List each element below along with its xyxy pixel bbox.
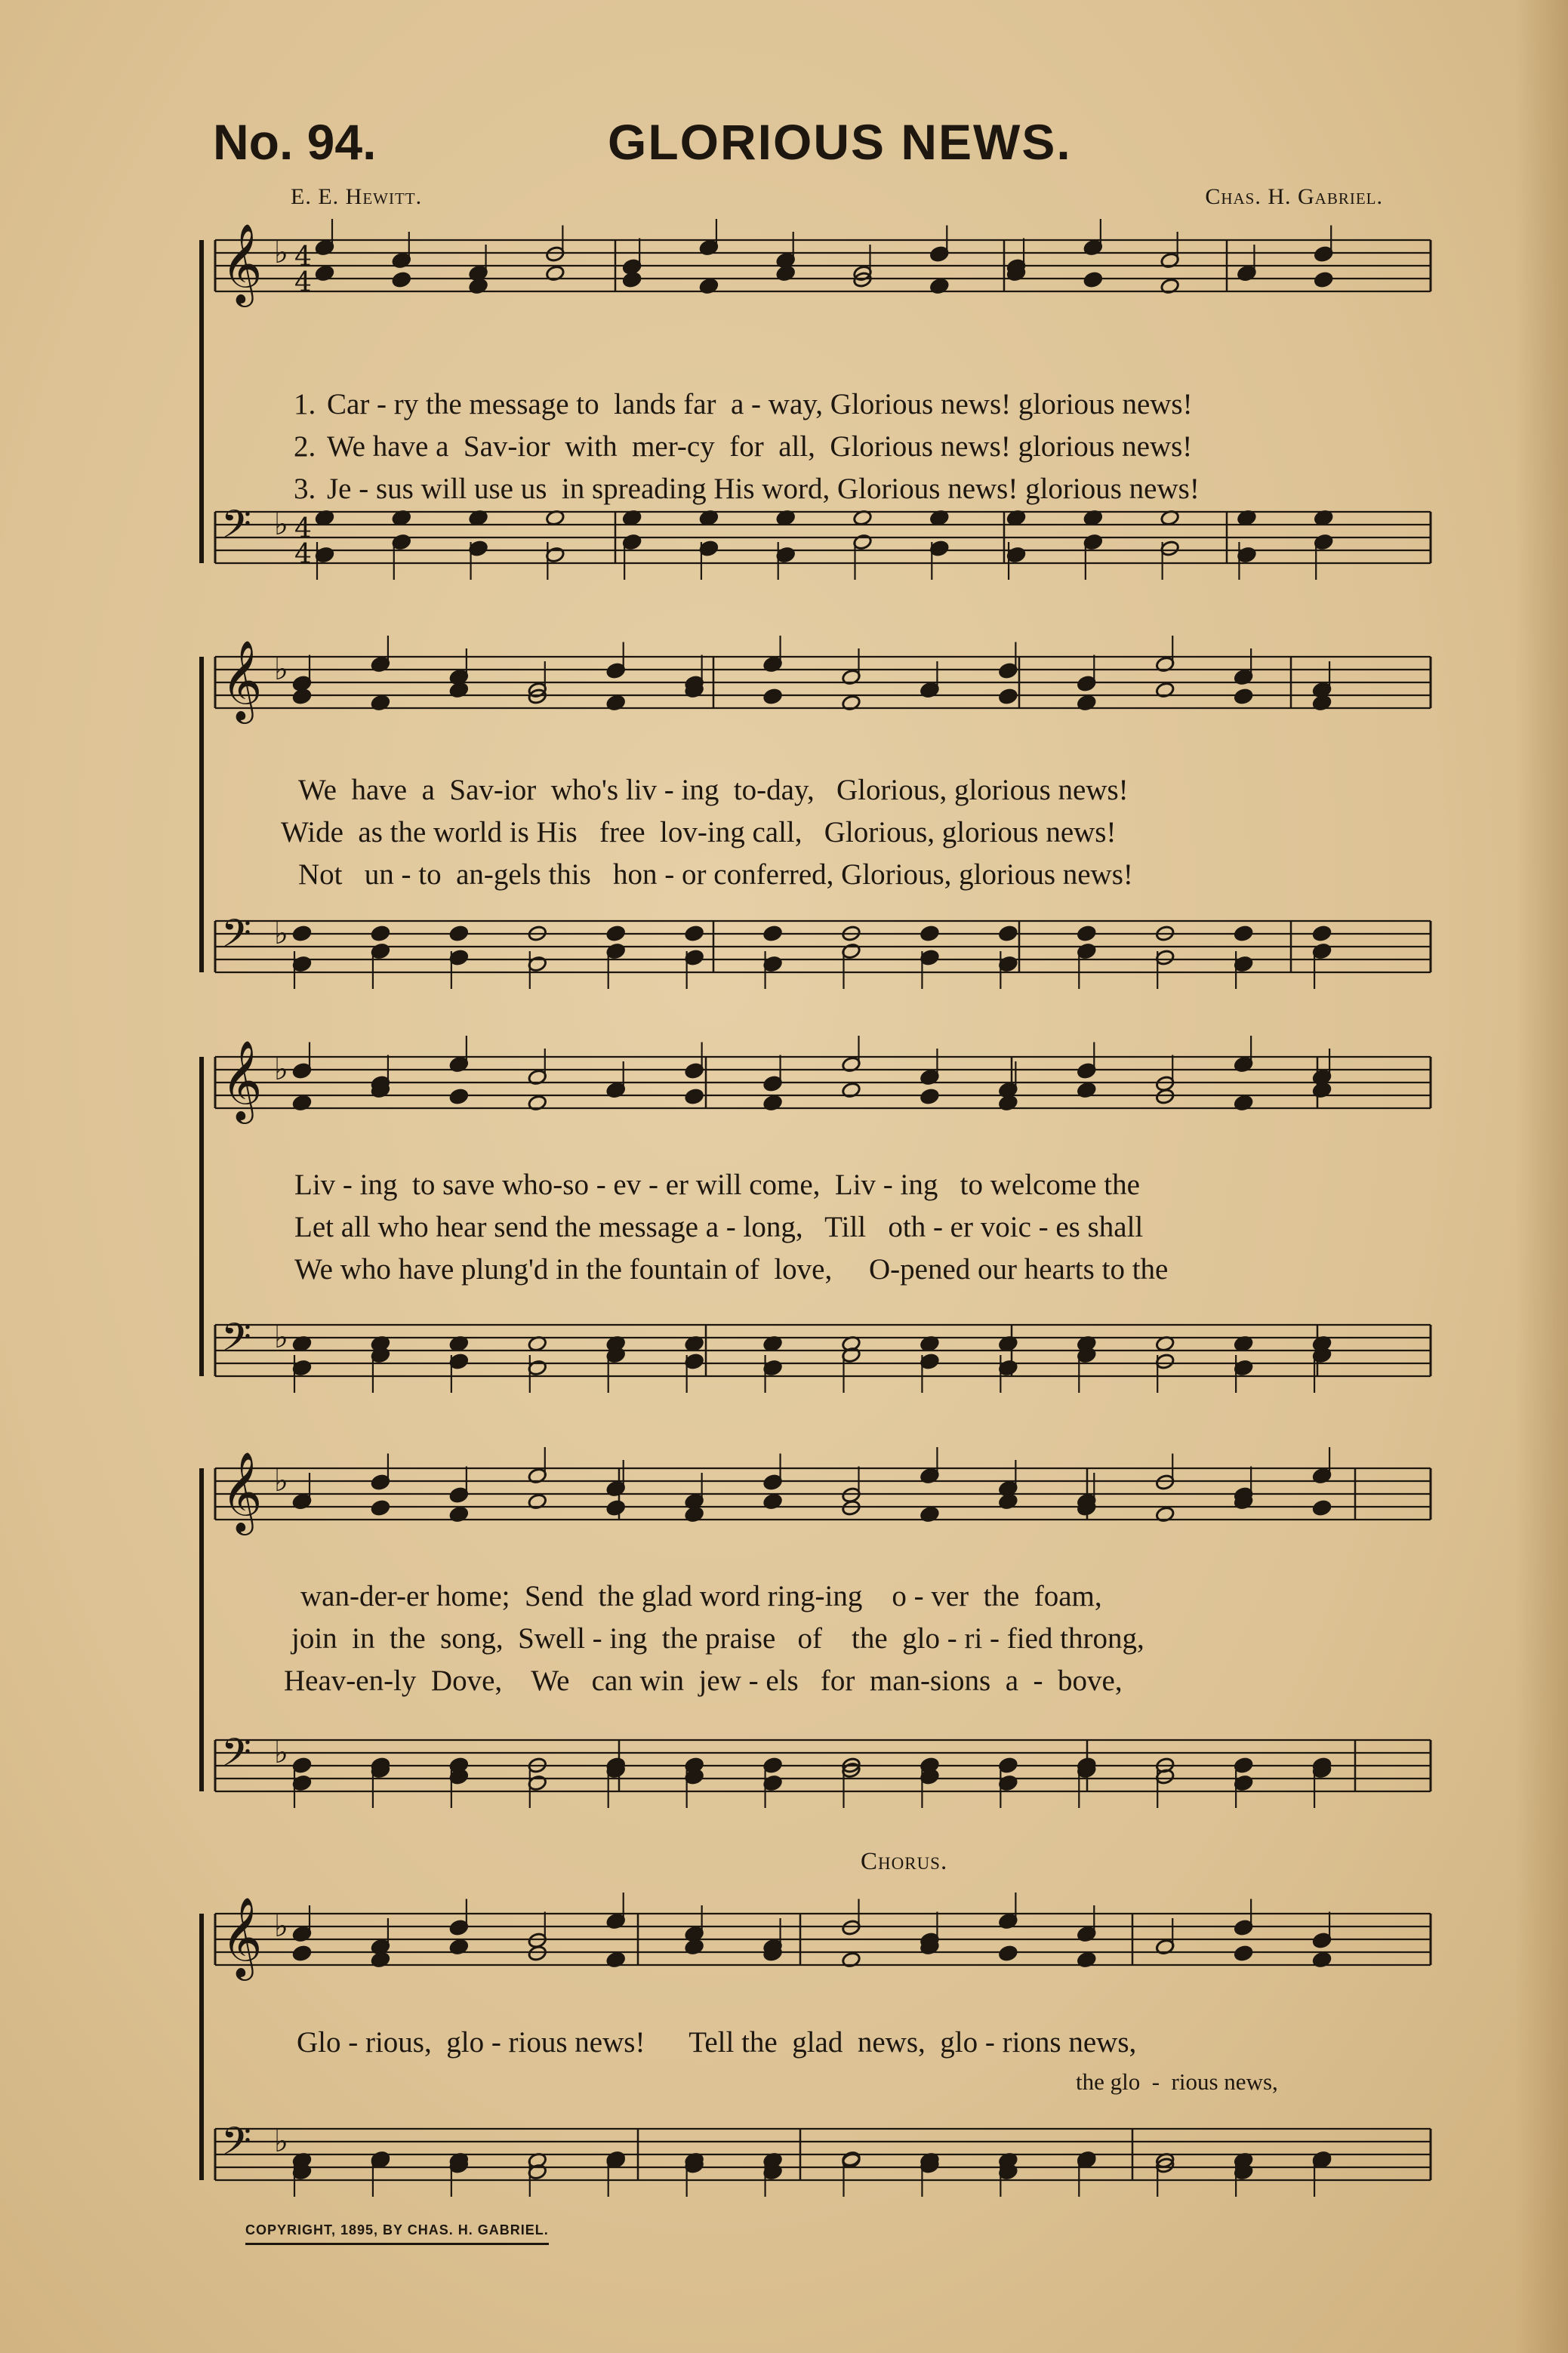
verse-number: 3. bbox=[294, 473, 316, 505]
chorus-label: Chorus. bbox=[861, 1848, 948, 1875]
note-head bbox=[606, 925, 626, 942]
flat-sign-icon: ♭ bbox=[274, 2124, 288, 2159]
hymn-number: No. 94. bbox=[213, 114, 377, 170]
note-head bbox=[371, 1499, 390, 1517]
treble-clef-icon: 𝄞 bbox=[221, 639, 263, 720]
note-head bbox=[1312, 1499, 1332, 1517]
note-head bbox=[1234, 688, 1253, 705]
bass-clef-icon: 𝄢 bbox=[221, 1729, 251, 1785]
bass-clef-icon: 𝄢 bbox=[221, 910, 251, 966]
note-head bbox=[392, 271, 411, 288]
verse-line-3-1: Liv - ing to save who-so - ev - er will come, Liv - ing to welcome the bbox=[294, 1169, 1140, 1201]
verse-line-4-2: join in the song, Swell - ing the praise of the glo - ri - fied throng, bbox=[291, 1622, 1144, 1655]
note-head bbox=[920, 925, 939, 942]
composer-credit: Chas. H. Gabriel. bbox=[1205, 184, 1383, 209]
time-signature-top: 4 bbox=[294, 513, 312, 544]
note-head bbox=[622, 271, 642, 288]
verse-line-4-3: Heav-en-ly Dove, We can win jew - els for man-sions a - bove, bbox=[284, 1665, 1123, 1697]
treble-clef-icon: 𝄞 bbox=[221, 1451, 263, 1532]
treble-clef-icon: 𝄞 bbox=[221, 1896, 263, 1977]
bass-clef-icon: 𝄢 bbox=[221, 2118, 251, 2173]
note-head bbox=[292, 1945, 312, 1962]
verse-line-1-3 bbox=[264, 445, 1200, 533]
flat-sign-icon: ♭ bbox=[274, 1320, 288, 1355]
verse-line-3-2: Let all who hear send the message a - long, Till oth - er voic - es shall bbox=[294, 1211, 1144, 1243]
copyright-notice: COPYRIGHT, 1895, BY CHAS. H. GABRIEL. bbox=[245, 2222, 549, 2245]
hymn-title: GLORIOUS NEWS. bbox=[608, 114, 1072, 170]
verse-line-2-3: Not un - to an-gels this hon - or conferred, Glorious, glorious news! bbox=[298, 858, 1133, 891]
verse-number: 1. bbox=[294, 388, 316, 420]
flat-sign-icon: ♭ bbox=[274, 1052, 288, 1087]
flat-sign-icon: ♭ bbox=[274, 236, 288, 270]
note-head bbox=[762, 925, 782, 942]
note-head bbox=[1155, 1088, 1175, 1105]
note-head bbox=[606, 1499, 626, 1517]
flat-sign-icon: ♭ bbox=[274, 1909, 288, 1944]
time-signature-bottom: 4 bbox=[294, 539, 312, 570]
verse-line-2-2: Wide as the world is His free lov-ing call, Glorious, glorious news! bbox=[281, 816, 1117, 848]
note-head bbox=[841, 1499, 861, 1517]
note-head bbox=[1234, 925, 1253, 942]
flat-sign-icon: ♭ bbox=[274, 1735, 288, 1770]
chorus-line-1: Glo - rious, glo - rious news! Tell the glad news, glo - rions news, bbox=[297, 2026, 1137, 2059]
lyricist-credit: E. E. Hewitt. bbox=[291, 184, 423, 209]
note-head bbox=[1234, 1945, 1253, 1962]
lyric-text: Car - ry the message to lands far a - way, Glorious news! glorious news! bbox=[327, 388, 1193, 420]
note-head bbox=[1312, 925, 1332, 942]
note-head bbox=[449, 1088, 469, 1105]
note-head bbox=[1314, 271, 1333, 288]
verse-line-2-1: We have a Sav-ior who's liv - ing to-day, Glorious, glorious news! bbox=[298, 774, 1129, 806]
note-head bbox=[528, 1945, 547, 1962]
flat-sign-icon: ♭ bbox=[274, 652, 288, 687]
flat-sign-icon: ♭ bbox=[274, 916, 288, 951]
note-head bbox=[998, 688, 1018, 705]
note-head bbox=[371, 925, 390, 942]
note-head bbox=[762, 688, 782, 705]
note-head bbox=[449, 925, 469, 942]
note-head bbox=[685, 1088, 704, 1105]
chorus-alto-line: the glo - rious news, bbox=[1076, 2068, 1278, 2095]
flat-sign-icon: ♭ bbox=[274, 507, 288, 542]
time-signature-top: 4 bbox=[294, 242, 312, 273]
treble-clef-icon: 𝄞 bbox=[221, 1039, 263, 1120]
treble-clef-icon: 𝄞 bbox=[221, 223, 263, 303]
time-signature-bottom: 4 bbox=[294, 267, 312, 298]
note-head bbox=[1083, 271, 1103, 288]
note-head bbox=[920, 1088, 939, 1105]
note-head bbox=[998, 925, 1018, 942]
lyric-text: Je - sus will use us in spreading His word, Glorious news! glorious news! bbox=[327, 473, 1200, 505]
note-head bbox=[998, 1945, 1018, 1962]
note-head bbox=[292, 688, 312, 705]
note-head bbox=[292, 925, 312, 942]
verse-line-3-3: We who have plung'd in the fountain of love, O-pened our hearts to the bbox=[294, 1253, 1169, 1286]
verse-line-4-1: wan-der-er home; Send the glad word ring-ing o - ver the foam, bbox=[300, 1580, 1102, 1612]
bass-clef-icon: 𝄢 bbox=[221, 501, 251, 556]
lyric-text: We have a Sav-ior with mer-cy for all, Glorious news! glorious news! bbox=[327, 430, 1193, 463]
bass-clef-icon: 𝄢 bbox=[221, 1314, 251, 1369]
note-head bbox=[685, 925, 704, 942]
flat-sign-icon: ♭ bbox=[274, 1464, 288, 1498]
note-head bbox=[1077, 925, 1096, 942]
verse-number: 2. bbox=[294, 430, 316, 463]
